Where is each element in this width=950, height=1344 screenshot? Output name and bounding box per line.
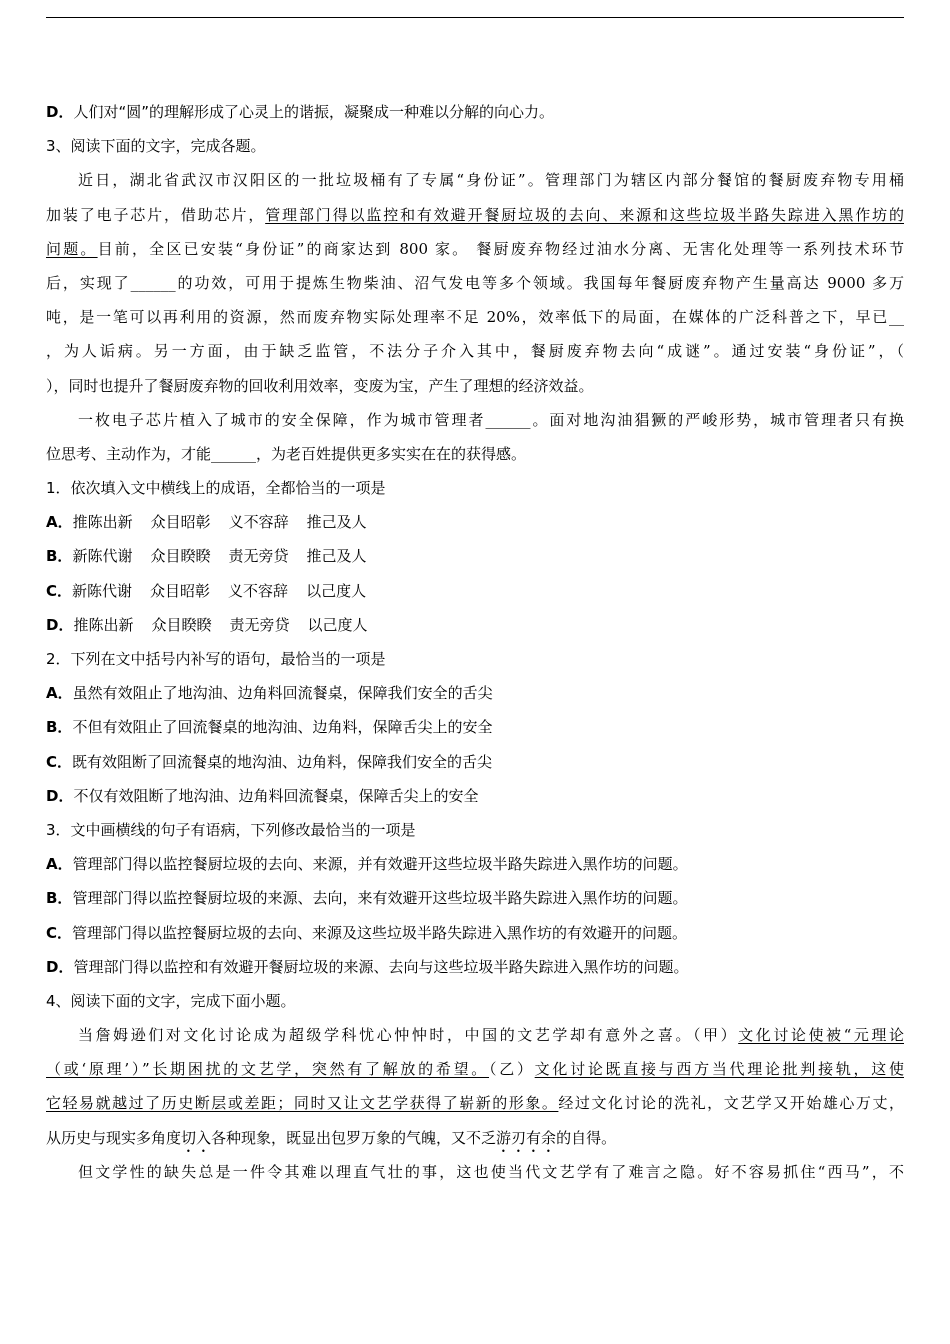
option-label: C． [46,923,73,942]
option-item: 众目昭彰 [150,581,211,600]
option-label: D． [46,615,74,634]
header-rule [46,17,904,18]
option-item: 众目昭彰 [150,513,211,532]
passage-text: 从历史与现实多角度 [46,1128,182,1147]
passage-line [46,1052,904,1086]
option-label: A． [46,855,73,874]
option-label: D． [46,957,74,976]
option-text: 管理部门得以监控餐厨垃圾的去向、来源及这些垃圾半路失踪进入黑作坊的有效避开的问题。 [72,923,688,942]
underlined-sentence: 管理部门得以监控和有效避开餐厨垃圾的去向、来源和这些垃圾半路失踪进入黑作坊的 [265,205,904,224]
passage-line: ，为人诟病。另一方面，由于缺乏监管，不法分子介入其中，餐厨废弃物去向“成谜”。通过安装“身份证”，（ [46,342,904,361]
underlined-sentence: 它轻易就越过了历史断层或差距；同时又让文艺学获得了崭新的形象。 [46,1094,559,1113]
option-item: 以己度人 [307,615,368,634]
question-3-option-a [46,847,904,881]
option-item: 众目睽睽 [150,547,211,566]
dotted-word: 游刃有余 [496,1128,557,1147]
passage-line [46,1121,904,1155]
question-3-option-c [46,916,904,950]
option-text: 管理部门得以监控和有效避开餐厨垃圾的来源、去向与这些垃圾半路失踪进入黑作坊的问题。 [73,957,689,976]
passage-line: ），同时也提升了餐厨废弃物的回收利用效率，变废为宝，产生了理想的经济效益。 [46,376,594,395]
option-item: 以己度人 [306,581,367,600]
question-2-option-b [46,710,904,744]
section4-title: 4、阅读下面的文字，完成下面小题。 [46,991,296,1010]
option-text: 管理部门得以监控餐厨垃圾的来源、去向，来有效避开这些垃圾半路失踪进入黑作坊的问题。 [72,889,688,908]
passage-line: 后，实现了______的功效，可用于提炼生物柴油、沼气发电等多个领域。我国每年餐厨废弃物产生量高达 9000 多万 [46,273,904,292]
question-2-option-d [46,779,904,813]
option-label: B． [46,547,73,566]
passage-text: 当詹姆逊们对文化讨论成为超级学科忧心忡忡时，中国的文艺学却有意外之喜。（甲） [78,1026,739,1045]
underlined-sentence: 问题。 [46,239,98,258]
passage-text: （乙） [489,1060,535,1079]
question-2-option-c [46,745,904,779]
option-label: C． [46,581,73,600]
section4-passage [46,1018,904,1189]
passage-line [46,1086,904,1120]
passage-line: 位思考、主动作为，才能______，为老百姓提供更多实实在在的获得感。 [46,444,527,463]
question-3-stem: 3．文中画横线的句子有语病，下列修改最恰当的一项是 [46,820,416,839]
question-1-option-c [46,574,904,608]
passage-line [46,232,904,266]
option-text: 既有效阻断了回流餐桌的地沟油、边角料，保障我们安全的舌尖 [72,752,493,771]
passage-line: 但文学性的缺失总是一件令其难以理直气壮的事，这也使当代文艺学有了难言之隐。好不容易抓住“西马”，不 [78,1162,904,1181]
option-text: 虽然有效阻止了地沟油、边角料回流餐桌，保障我们安全的舌尖 [72,684,493,703]
question-1-option-d [46,608,904,642]
option-label: B． [46,889,73,908]
option-label: B． [46,718,73,737]
passage-text: 的自得。 [556,1128,617,1147]
option-label: C． [46,752,73,771]
option-item: 新陈代谢 [72,581,133,600]
option-text: 人们对“圆”的理解形成了心灵上的谐振，凝聚成一种难以分解的向心力。 [73,103,554,121]
passage-line: 吨，是一笔可以再利用的资源，然而废弃物实际处理率不足 20%，效率低下的局面，在媒体的广泛科普之下，早已__ [46,308,904,327]
section3-title: 3、阅读下面的文字，完成各题。 [46,137,266,156]
option-text: 不但有效阻止了回流餐桌的地沟油、边角料，保障舌尖上的安全 [72,718,493,737]
passage-text: 经过文化讨论的洗礼，文艺学又开始雄心万丈， [558,1094,904,1113]
option-item: 众目睽睽 [151,615,212,634]
passage-text: 目前，全区已安装“身份证”的商家达到 800 家。 餐厨废弃物经过油水分离、无害化处理等一系列技术环节 [97,239,904,258]
question-2-stem: 2．下列在文中括号内补写的语句，最恰当的一项是 [46,650,386,668]
section3-passage [46,163,904,471]
option-label: D． [46,786,74,805]
option-item: 义不容辞 [228,581,289,600]
question-3-option-b [46,881,904,915]
document-body [46,95,904,1189]
question-1-option-a [46,505,904,539]
passage-line: 一枚电子芯片植入了城市的安全保障，作为城市管理者______。面对地沟油猖獗的严峻形势，城市管理者只有换 [78,410,904,429]
passage-text: 各种现象，既显出包罗万象的气魄，又不乏 [211,1128,497,1147]
question-3-option-d [46,950,904,984]
option-item: 推己及人 [306,513,367,532]
option-item: 责无旁贷 [228,547,289,566]
underlined-sentence: 文化讨论既直接与西方当代理论批判接轨，这使 [534,1060,904,1079]
question-2-option-a [46,676,904,710]
option-item: 推陈出新 [73,615,134,634]
option-item: 推陈出新 [72,513,133,532]
passage-line [46,198,904,232]
option-item: 义不容辞 [228,513,289,532]
passage-line: 近日，湖北省武汉市汉阳区的一批垃圾桶有了专属“身份证”。管理部门为辖区内部分餐馆的餐厨废弃物专用桶 [78,171,904,190]
option-text: 不仅有效阻断了地沟油、边角料回流餐桌，保障舌尖上的安全 [73,786,479,805]
prev-option-d [46,95,904,129]
dotted-word: 切入 [181,1128,212,1147]
underlined-sentence: 文化讨论使被“元理论 [738,1026,904,1045]
option-label: A． [46,684,73,703]
option-item: 新陈代谢 [72,547,133,566]
question-1-option-b [46,539,904,573]
option-text: 管理部门得以监控餐厨垃圾的去向、来源，并有效避开这些垃圾半路失踪进入黑作坊的问题。 [72,855,688,874]
passage-text: 加装了电子芯片，借助芯片， [46,205,266,224]
option-item: 推己及人 [306,547,367,566]
option-label: A． [46,513,73,532]
option-item: 责无旁贷 [229,615,290,634]
option-label: D． [46,103,74,121]
underlined-sentence: （或‘原理’）”长期困扰的文艺学，突然有了解放的希望。 [46,1060,490,1079]
question-1-stem: 1．依次填入文中横线上的成语，全都恰当的一项是 [46,479,386,498]
passage-line [46,1018,904,1052]
